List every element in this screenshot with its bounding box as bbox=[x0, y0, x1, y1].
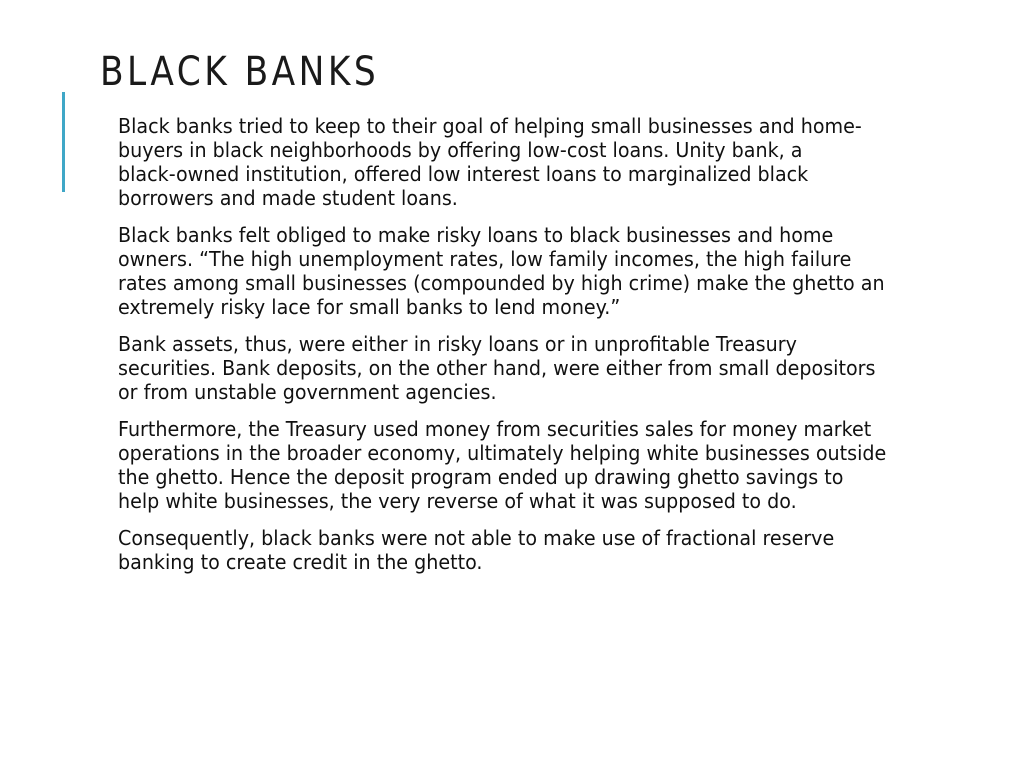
paragraph-3: Bank assets, thus, were either in risky loans or in unprofitable Treasury securities. Bank deposits, on the other hand, were either from small depositors or from unstable government agencies. bbox=[118, 332, 876, 404]
slide-body bbox=[118, 114, 1008, 587]
paragraph-1: Black banks tried to keep to their goal of helping small businesses and home- buyers in black neighborhoods by offering low-cost loans. Unity bank, a black-owned institution, offered low interest loans to marginalized black borrowers and made student loans. bbox=[118, 114, 862, 210]
accent-bar bbox=[62, 92, 65, 192]
paragraph-2: Black banks felt obliged to make risky loans to black businesses and home owners. “The high unemployment rates, low family incomes, the high failure rates among small businesses (compounded by high crime) make the ghetto an extremely risky lace for small banks to lend money.” bbox=[118, 223, 885, 319]
paragraph-5: Consequently, black banks were not able to make use of fractional reserve banking to create credit in the ghetto. bbox=[118, 526, 835, 574]
paragraph-4: Furthermore, the Treasury used money from securities sales for money market operations in the broader economy, ultimately helping white businesses outside the ghetto. Hence the deposit program ended up drawing ghetto savings to help white businesses, the very reverse of what it was supposed to do. bbox=[118, 417, 887, 513]
slide-title: BLACK BANKS bbox=[100, 49, 380, 95]
